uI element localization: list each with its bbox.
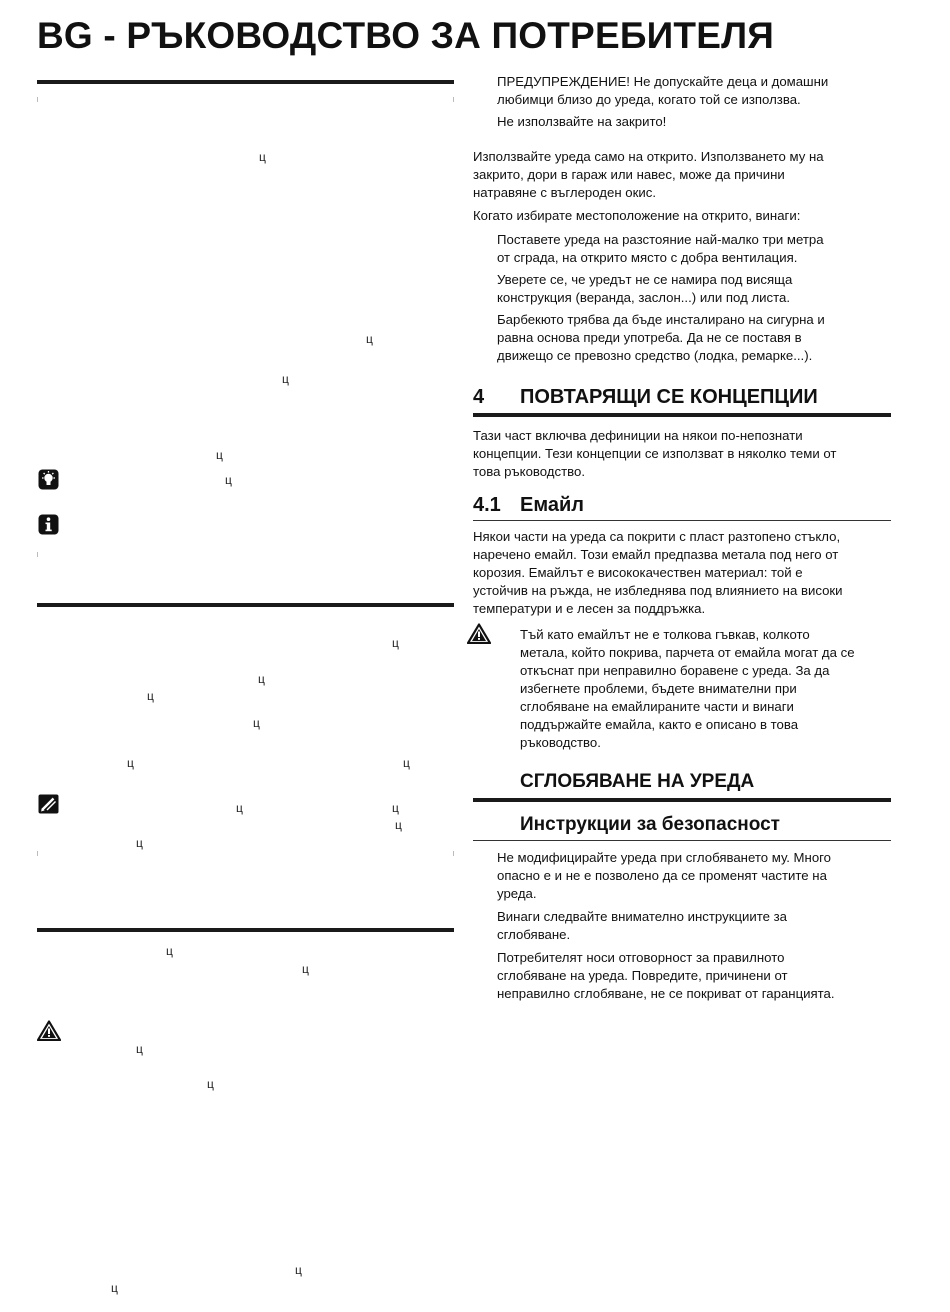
section-title: ПОВТАРЯЩИ СЕ КОНЦЕПЦИИ	[520, 386, 818, 408]
text-fragment: ц	[136, 836, 143, 850]
safety-item: Не модифицирайте уреда при сглобяването му. Много опасно е и не е позволено да се променят частите на уреда.	[497, 850, 832, 901]
safety-item: Винаги следвайте внимателно инструкциите за сглобяване.	[497, 909, 788, 942]
text-fragment: ц	[147, 689, 154, 703]
subsection-rule	[473, 840, 891, 841]
no-indoor-text: Не използвайте на закрито!	[497, 114, 667, 129]
text-fragment: ц	[258, 672, 265, 686]
section-4-heading	[473, 385, 818, 409]
info-icon	[38, 514, 59, 540]
section-4-1-body: Някои части на уреда са покрити с пласт разтопено стъкло, наречено емайл. Този емайл предпазва метала под него от корозия. Емайлът е висококачествен материал: той е устойчив на ръжда, не избледнява под влиянието на високи температури и е лесен за поддръжка.	[473, 529, 843, 616]
assembly-heading: СГЛОБЯВАНЕ НА УРЕДА	[520, 771, 755, 792]
section-rule	[473, 413, 891, 417]
section-rule	[37, 80, 454, 84]
text-fragment: ц	[225, 473, 232, 487]
section-rule	[37, 928, 454, 932]
safety-item: Потребителят носи отговорност за правилното сглобяване на уреда. Повредите, причинени от неправилно сглобяване, не се покриват от гаранцията.	[497, 950, 835, 1001]
text-fragment: ц	[127, 756, 134, 770]
outdoor-use-paragraph: Използвайте уреда само на открито. Използването му на закрито, дори в гараж или навес, може да причини натравяне с въглероден окис.	[473, 149, 824, 200]
text-fragment: ц	[403, 756, 410, 770]
section-number: 4	[473, 386, 485, 408]
location-item: Поставете уреда на разстояние най-малко три метра от сграда, на открито място с добра вентилация.	[497, 232, 824, 265]
section-rule	[473, 798, 891, 802]
text-fragment: ц	[392, 636, 399, 650]
subsection-rule	[473, 520, 891, 521]
text-fragment: ц	[111, 1281, 118, 1295]
text-fragment: ц	[136, 1042, 143, 1056]
divider-tick	[37, 851, 38, 856]
text-fragment: ц	[207, 1077, 214, 1091]
text-fragment: ц	[236, 801, 243, 815]
text-fragment: ц	[295, 1263, 302, 1277]
divider-tick	[37, 97, 38, 102]
text-fragment: ц	[259, 150, 266, 164]
divider-tick	[37, 552, 38, 557]
divider-tick	[453, 851, 454, 856]
location-item: Барбекюто трябва да бъде инсталирано на сигурна и равна основа преди употреба. Да не се поставя в движещо се превозно средство (лодка, ремарке...).	[497, 312, 825, 363]
section-title: Емайл	[520, 494, 584, 516]
section-number: 4.1	[473, 494, 501, 516]
location-intro: Когато избирате местоположение на открито, винаги:	[473, 208, 801, 223]
text-fragment: ц	[282, 372, 289, 386]
enamel-warning-text: Тъй като емайлът не е толкова гъвкав, колкото метала, който покрива, парчета от емайла могат да се откъснат при неправилно боравене с уреда. За да избегнете проблеми, бъдете внимателни при сглобяване на емайлираните части и винаги поддържайте емайла, както е описано в това ръководство.	[520, 627, 855, 750]
text-fragment: ц	[392, 801, 399, 815]
children-warning-text: ПРЕДУПРЕЖДЕНИЕ! Не допускайте деца и домашни любимци близо до уреда, когато той се използва.	[497, 74, 829, 107]
section-4-body: Тази част включва дефиниции на някои по-непознати концепции. Тези концепции се използват в няколко теми от това ръководство.	[473, 428, 837, 479]
text-fragment: ц	[253, 716, 260, 730]
bulb-icon	[38, 469, 59, 495]
section-rule	[37, 603, 454, 607]
divider-tick	[453, 97, 454, 102]
text-fragment: ц	[366, 332, 373, 346]
text-fragment: ц	[166, 944, 173, 958]
section-4-1-heading	[473, 493, 584, 517]
warning-icon	[467, 623, 491, 649]
text-fragment: ц	[395, 818, 402, 832]
text-fragment: ц	[302, 962, 309, 976]
safety-subheading: Инструкции за безопасност	[520, 814, 780, 835]
warning-icon	[37, 1020, 61, 1046]
location-item: Уверете се, че уредът не се намира под висяща конструкция (веранда, заслон...) или под листа.	[497, 272, 793, 305]
page-title: BG - РЪКОВОДСТВО ЗА ПОТРЕБИТЕЛЯ	[37, 15, 775, 56]
note-pen-icon	[38, 794, 59, 819]
text-fragment: ц	[216, 448, 223, 462]
